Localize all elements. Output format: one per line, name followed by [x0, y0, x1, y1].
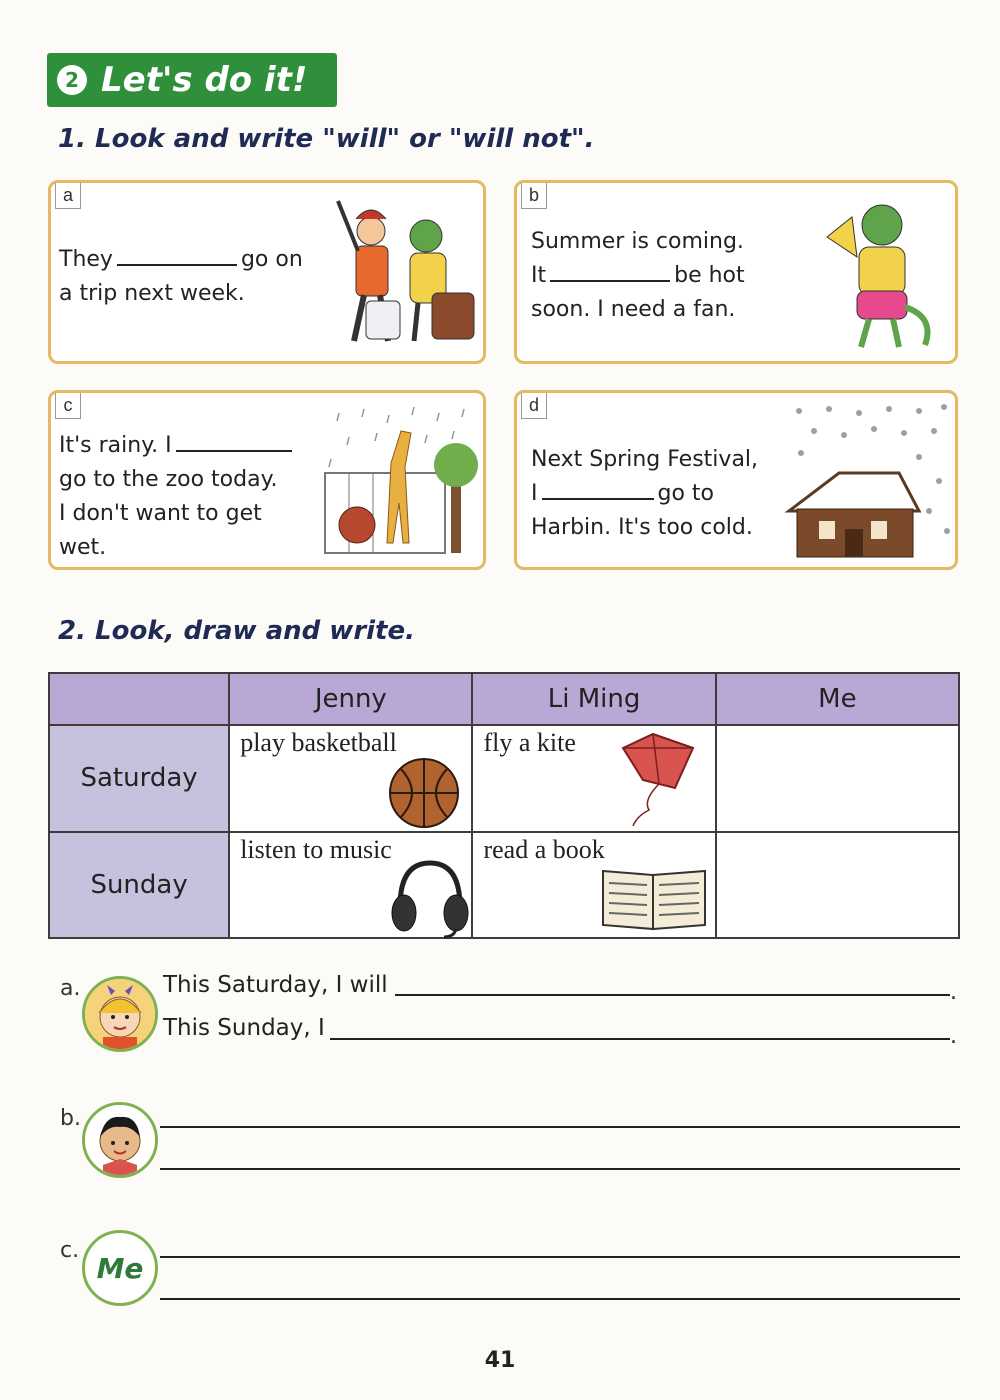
basketball-icon: [386, 756, 464, 830]
me-badge-text: Me: [96, 1251, 144, 1285]
cell-me-saturday[interactable]: [716, 725, 959, 832]
girl-face-icon: [85, 979, 155, 1049]
period: .: [950, 980, 957, 1005]
sentence-a-line2: This Sunday, I: [163, 1015, 325, 1041]
liming-avatar: [82, 1102, 158, 1178]
answer-line[interactable]: [160, 1298, 960, 1300]
column-header-blank: [49, 673, 229, 725]
answer-blank[interactable]: [176, 450, 292, 452]
table-header-row: [49, 673, 959, 725]
activity-text: fly a kite: [483, 728, 576, 757]
period: .: [950, 1024, 957, 1049]
travelers-illustration: [326, 191, 486, 361]
activity-text: listen to music: [240, 834, 392, 864]
answer-line[interactable]: [160, 1256, 960, 1258]
page-number: 41: [484, 1348, 516, 1373]
cell-jenny-saturday: [229, 725, 472, 832]
cell-jenny-sunday: [229, 832, 472, 939]
activity-text: play basketball: [240, 728, 397, 757]
exercise2-heading: 2. Look, draw and write.: [58, 616, 415, 646]
book-icon: [599, 865, 711, 933]
answer-blank[interactable]: [550, 280, 670, 282]
card-tag: a: [55, 183, 81, 209]
card-b-text: Summer is coming. It be hot soon. I need a fan.: [531, 229, 745, 322]
item-letter-b: b.: [60, 1106, 81, 1131]
snowy-house-illustration: [779, 401, 954, 566]
headphones-icon: [388, 857, 472, 939]
section-title: Let's do it!: [101, 60, 308, 100]
card-b: [514, 180, 958, 364]
section-number: 2: [57, 65, 87, 95]
kite-icon: [613, 728, 703, 828]
cell-liming-sunday: [472, 832, 715, 939]
table-row: [49, 832, 959, 939]
dinosaur-fan-illustration: [817, 197, 947, 357]
boy-face-icon: [85, 1105, 155, 1175]
column-header-liming: Li Ming: [472, 673, 715, 725]
answer-line[interactable]: [395, 994, 950, 996]
card-tag: c: [55, 393, 81, 419]
answer-blank[interactable]: [117, 264, 237, 266]
card-d-text: Next Spring Festival, I go to Harbin. It's too cold.: [531, 447, 759, 540]
activities-table: [48, 672, 960, 939]
item-letter-a: a.: [60, 976, 81, 1001]
rainy-zoo-illustration: [319, 403, 484, 561]
card-d: [514, 390, 958, 570]
answer-blank[interactable]: [542, 498, 654, 500]
sentence-a-line1: This Saturday, I will: [163, 972, 388, 998]
card-c: [48, 390, 486, 570]
exercise1-heading: 1. Look and write "will" or "will not".: [58, 124, 595, 154]
item-letter-c: c.: [60, 1238, 80, 1263]
card-tag: d: [521, 393, 547, 419]
cell-liming-saturday: [472, 725, 715, 832]
column-header-jenny: Jenny: [229, 673, 472, 725]
column-header-me: Me: [716, 673, 959, 725]
cell-me-sunday[interactable]: [716, 832, 959, 939]
row-label-saturday: Saturday: [49, 725, 229, 832]
answer-line[interactable]: [160, 1168, 960, 1170]
answer-line[interactable]: [330, 1038, 950, 1040]
me-avatar: [82, 1230, 158, 1306]
section-banner: [47, 53, 337, 107]
row-label-sunday: Sunday: [49, 832, 229, 939]
table-row: [49, 725, 959, 832]
card-c-text: It's rainy. I go to the zoo today. I don't want to get wet.: [59, 429, 296, 565]
card-a: [48, 180, 486, 364]
card-a-text: They go on a trip next week.: [59, 247, 303, 306]
jenny-avatar: [82, 976, 158, 1052]
activity-text: read a book: [483, 834, 605, 864]
card-tag: b: [521, 183, 547, 209]
answer-line[interactable]: [160, 1126, 960, 1128]
